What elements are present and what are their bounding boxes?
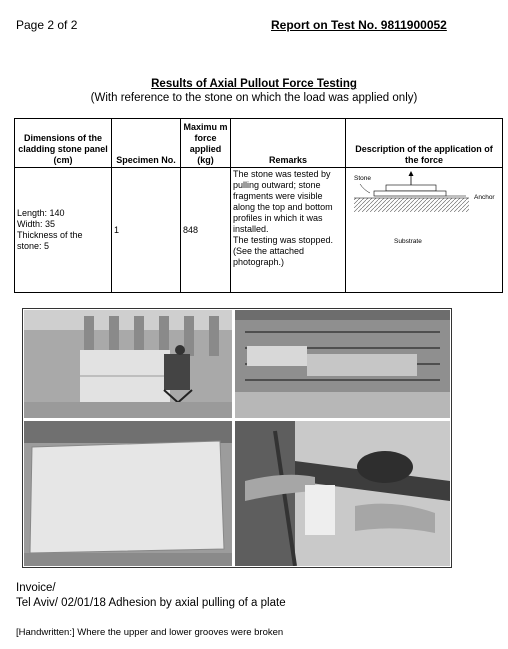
dimension-length: Length: 140 <box>17 208 65 218</box>
remarks-text-2: The testing was stopped. (See the attached photograph.) <box>233 235 334 267</box>
table-header-row <box>15 119 503 168</box>
handwritten-note: [Handwritten:] Where the upper and lower grooves were broken <box>16 627 284 638</box>
header-remarks: Remarks <box>231 119 346 168</box>
invoice-detail: Tel Aviv/ 02/01/18 Adhesion by axial pulling of a plate <box>16 597 286 609</box>
photo-collage <box>22 308 452 568</box>
stone-pointer <box>360 184 370 193</box>
force-diagram <box>346 168 501 288</box>
cell-diagram <box>346 168 503 293</box>
cell-max-force: 848 <box>181 168 231 293</box>
results-table <box>14 118 503 293</box>
header-max-force: Maximu m force applied (kg) <box>181 119 231 168</box>
photo-pull-test <box>235 421 450 566</box>
page-number: Page 2 of 2 <box>16 18 78 32</box>
section-title: Results of Axial Pullout Force Testing <box>151 78 357 90</box>
stone-shape <box>386 185 436 191</box>
cell-remarks <box>231 168 346 293</box>
substrate-hatch <box>354 198 469 212</box>
header-dimensions: Dimensions of the cladding stone panel (cm) <box>15 119 112 168</box>
section-subtitle: (With reference to the stone on which the load was applied only) <box>90 92 418 104</box>
table-row <box>15 168 503 293</box>
photo-wall-panels <box>235 310 450 418</box>
dimension-width: Width: 35 <box>17 219 56 229</box>
dimension-thickness: Thickness of the stone: 5 <box>17 230 83 251</box>
diagram-label-anchor: Anchor <box>474 194 495 201</box>
photo-stone-panel <box>24 421 232 566</box>
cell-specimen: 1 <box>112 168 181 293</box>
base-plate-shape <box>374 191 446 196</box>
remarks-text-1: The stone was tested by pulling outward; stone fragments were visible along the top and bottom profiles in which it was installed. <box>233 169 333 234</box>
diagram-label-substrate: Substrate <box>394 238 422 245</box>
header-specimen: Specimen No. <box>112 119 181 168</box>
report-number: Report on Test No. 9811900052 <box>271 18 447 32</box>
invoice-label: Invoice/ <box>16 582 56 594</box>
force-arrow-head <box>409 171 414 176</box>
photo-scissor-lift <box>24 310 232 418</box>
diagram-label-stone: Stone <box>354 175 371 182</box>
header-description: Description of the application of the force <box>346 119 503 168</box>
cell-dimensions <box>15 168 112 293</box>
